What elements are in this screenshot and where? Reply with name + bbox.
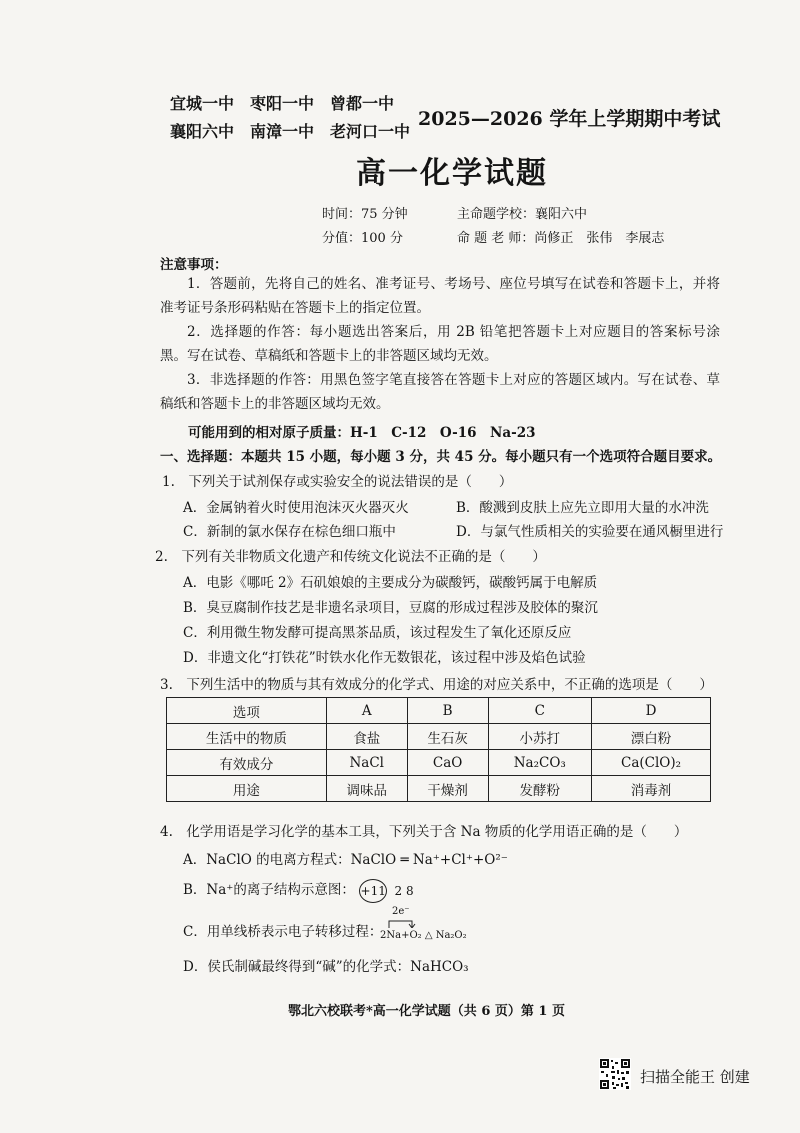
school-row-1 [170,90,426,118]
school-name: 宜城一中 [170,94,235,113]
question-authors: 命 题 老 师：尚修正 张伟 李展志 [457,231,665,246]
notice-item-3: 3．非选择题的作答：用黑色签字笔直接答在答题卡上对应的答题区域内。写在试卷、草稿纸和答题卡上的非答题区域均无效。 [160,372,720,412]
table-cell: 干燥剂 [407,776,488,802]
question-1-option-b: B．酸溅到皮肤上应先立即用大量的水冲洗 [456,500,709,516]
question-4-option-c: C．用单线桥表示电子转移过程： [183,924,383,940]
table-cell: 生石灰 [407,724,488,750]
notice-heading: 注意事项： [160,257,228,273]
host-school: 主命题学校：襄阳六中 [457,207,588,222]
exam-title: 2025—2026 学年上学期期中考试 [418,108,721,130]
school-list [170,90,426,146]
table-cell: B [407,698,488,724]
table-row [167,776,711,802]
option-b-label: B．Na⁺的离子结构示意图： [183,882,355,898]
table-cell: 发酵粉 [488,776,591,802]
table-row [167,750,711,776]
table-cell: 消毒剂 [592,776,711,802]
table-cell: 用途 [167,776,327,802]
notice-item-2: 2．选择题的作答：每小题选出答案后，用 2B 铅笔把答题卡上对应题目的答案标号涂黑。写在试卷、草稿纸和答题卡上的非答题区域均无效。 [160,324,720,364]
table-cell: Ca(ClO)₂ [592,750,711,776]
table-cell: C [488,698,591,724]
qr-code-icon [599,1058,631,1090]
exam-time: 时间：75 分钟 [322,207,408,222]
table-cell: 食盐 [326,724,407,750]
question-1-option-c: C．新制的氯水保存在棕色细口瓶中 [183,524,396,540]
question-4-option-a: A．NaClO 的电离方程式：NaClO ═ Na⁺+Cl⁺+O²⁻ [183,852,508,868]
exam-score: 分值：100 分 [322,231,403,246]
school-name: 曾都一中 [330,94,395,113]
question-2-option-c: C．利用微生物发酵可提高黑茶品质，该过程发生了氧化还原反应 [183,625,572,641]
question-1-option-a: A．金属钠着火时使用泡沫灭火器灭火 [183,500,409,516]
table-cell: 生活中的物质 [167,724,327,750]
question-1-option-d: D．与氯气性质相关的实验要在通风橱里进行 [456,524,724,540]
single-bridge-arrow-icon [386,918,416,928]
table-cell: CaO [407,750,488,776]
atomic-masses: 可能用到的相对原子质量：H-1 C-12 O-16 Na-23 [188,425,536,441]
question-2-option-b: B．臭豆腐制作技艺是非遗名录项目，豆腐的形成过程涉及胶体的聚沉 [183,600,598,616]
page-footer: 鄂北六校联考*高一化学试题（共 6 页）第 1 页 [288,1004,565,1019]
electron-transfer-label: 2e⁻ [392,906,410,917]
scanner-watermark: 扫描全能王 创建 [640,1068,750,1086]
question-4-option-d: D．侯氏制碱最终得到“碱”的化学式：NaHCO₃ [183,959,469,975]
table-row [167,698,711,724]
table-cell: NaCl [326,750,407,776]
question-2-option-d: D．非遗文化“打铁花”时铁水化作无数银花，该过程中涉及焰色试验 [183,650,586,666]
table-cell: A [326,698,407,724]
notice-item-1: 1．答题前，先将自己的姓名、准考证号、考场号、座位号填写在试卷和答题卡上，并将准考证号条形码粘贴在答题卡上的指定位置。 [160,276,720,316]
section-heading: 一、选择题：本题共 15 小题，每小题 3 分，共 45 分。每小题只有一个选项符合题目要求。 [160,449,722,465]
question-3-table [166,697,711,802]
school-name: 南漳一中 [250,122,315,141]
table-cell: D [592,698,711,724]
question-2-stem: 2. 下列有关非物质文化遗产和传统文化说法不正确的是（ ） [155,549,546,565]
question-4-stem: 4. 化学用语是学习化学的基本工具，下列关于含 Na 物质的化学用语正确的是（ ） [160,824,688,840]
question-3-stem: 3. 下列生活中的物质与其有效成分的化学式、用途的对应关系中，不正确的选项是（ ） [160,677,713,693]
table-cell: 选项 [167,698,327,724]
school-name: 襄阳六中 [170,122,235,141]
question-2-option-a: A．电影《哪吒 2》石矶娘娘的主要成分为碳酸钙，碳酸钙属于电解质 [183,575,598,591]
table-cell: 有效成分 [167,750,327,776]
reaction-equation: 2Na+O₂ △ Na₂O₂ [380,930,467,941]
school-name: 老河口一中 [330,122,411,141]
table-row [167,724,711,750]
question-4-option-b [183,878,414,903]
nucleus-circle: +11 [359,879,387,903]
table-cell: 漂白粉 [592,724,711,750]
school-name: 枣阳一中 [250,94,315,113]
electron-shells: 2 8 [394,883,414,898]
school-row-2 [170,118,426,146]
table-cell: 调味品 [326,776,407,802]
table-cell: Na₂CO₃ [488,750,591,776]
paper-title: 高一化学试题 [356,156,548,191]
table-cell: 小苏打 [488,724,591,750]
question-1-stem: 1. 下列关于试剂保存或实验安全的说法错误的是（ ） [162,474,513,490]
